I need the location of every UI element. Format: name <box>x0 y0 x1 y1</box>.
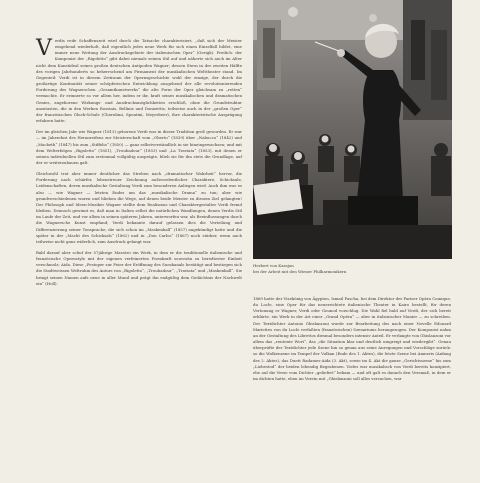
paragraph-3: Gleichwohl trat aber immer deutlicher das Streben nach „dramatischer Wahrheit“ hervor, die Forderung nach schärfer, lebenstreuer Zeichnung außerordentlicher Charaktere, Schicksale, Leidenschaften, deren musikalische Gestaltung Verdi zum besonderen Anliegen wird. Auch ihm war es also — wie Wagner — letzten Endes um das „musikalische Drama“ zu tun; aber wie grundverschiedenen waren und blieben die Wege, auf denen beide Meister zu diesem Ziel gelangten! Der Philosoph und Ideen-Musiker Wagner stellte dem Realismus und Charaktergestalter Verdi fremd bleiben. Dennoch gewinnt es, daß man in Italien selbst die natürlichen Wandlungen, denen Verdis Stil im Laufe der Zeit, und vor allem in seinen späteren Jahren, unterworfen war, als Beeinflussungen durch die Wagnersche Kunst empfand; Verdi bekannte darauf gelassen dies die Verteilung und Differenzierung seiner Tonsprache, die sich schon im „Maskenball“ (1857) angekündigt hatte und die später in der „Macht des Schicksals“ (1862) und in „Don Carlos“ (1867) noch stärker, wenn auch teilweise nicht ganz widerlich, zum Ausdruck gelangt war. <box>36 171 242 244</box>
dropcap-letter: V <box>36 36 52 61</box>
caption-description: bei der Arbeit mit den Wiener Philharmonikern <box>253 268 347 274</box>
right-paragraph-1: 1869 hatte der Vizekönig von Ägypten, Ismail Pascha, bei dem Direktor der Pariser Opéra Comique, du Locle, eine Oper für das neuerrichtete italienische Theater in Kairo bestellt, für deren Vertonung er Wagner, Verdi oder Gounod vorschlug. Die Wahl fiel bald auf Verdi, der sich bereit erklärte, ein Werk in der Art einer „Grand Opéra“ — aber in italienischer Manier — zu schreiben. Der Textdichter Antonio Ghislanzoni wurde zur Bearbeitung des nach einer Novelle Edouard Mariettes von du Locle verfaßten (französischen) Szenariums herangezogen. Der Komponist nahm an der Gestaltung des Librettos diesmal besonders intensiv Anteil. Er verlangte von Ghislanzoni vor allem das „rentente Wort“, das „die Situation klar und deutlich umgreigt und wiedergibt“. Genau überprüfte der Textdichter jede Szene hin so genau aus seine Anregungen und Vorschläge zurück: so die Wolkenzene im Tempel der Vulkan (Ende des 1. Aktes), die letzte Szene bei Amneris (Anfang des 2. Aktes), das Duett Radames-Aida (3. Akt), sowie im 4. Akt die ganze „Gerichtsszene“ bis zum „Liebestod“ der beiden lebendig Begrabenen. Vieles war musikalisch von Verdi bereits konzipiert, ehe auf die Verse vom Dichter „geliefert“ bekam — und oft galt es danach den Versmaß, in dem er im dichten hatte, eben im Verein mit „Ghislanzoni soll alles versuchen, war <box>253 296 451 382</box>
paragraph-2: Der im gleichen Jahr wie Wagner (1813) geborene Verdi war in dieser Tradition groß geworden. Er war — im Jahrzehnt des Heranreifens zur Meisterschaft vom „Oberto“ (1839) über „Nabucco“ (1842) und „Macbeth“ (1847) bis zum „Stiffelio“ (1850) — ganz selbstverständlich in sie hineingewachsen; und mit dem Welterfolgen „Rigoletto“ (1851), „Troubadour“ (1853) und „La Traviata“ (1853), mit denen er seinen individuellen Stil zum erstenmal vollgültig ausprägte, blieb sie für ihn stets die Grundlage, auf der er weiterzubauen galt. <box>36 129 242 165</box>
photo-caption <box>253 263 452 274</box>
left-text-column <box>36 38 242 292</box>
caption-name: Herbert von Karajan <box>253 263 294 268</box>
right-text-column <box>253 296 451 387</box>
photo-illustration <box>253 0 452 259</box>
paragraph-1-text: erdis reife Schaffenszeit wird durch die Tatsache charakterisiert, „daß sich der Meister eingehend wiederholt, daß eigentlich jedes neue Werk für sich einen Einzelfall bildet, eine immer neue Weitung der Ausdrucksgebiete der italienischen Oper“ (Gerigk). Freilich: der Komponist der „Rigoletto“ gibt dabei niemals seinen Stil auf und näherte sich auch im Alter nicht dem Kunstideal seines großen deutschen Antipoden Wagner; dessen Stern in der zweiten Hälfte des vorigen Jahrhunderts so beherrschend am Firmament der musikalischen Welttheater stand. Im Gegenteil: Verdi ist in diesem Zeitraum der Opernsgeschichte wohl der einzige, der durch die großartige Kontinuität seiner schöpferischen Entwicklung ausgehend der alle revolutionierenden Forderung des Wagnerschen „Gesamtkunstwerks“ die alte Form der Oper gleichsam zu „retten“ vermochte. Er erinnerte so vor allem her, indem er ihr, kraft seines musikalischen und dramatischen Genies, angeborene Wirkungs- und Ausdrucksmöglichkeiten erschloß, ohne die Grundstruktur anzutasten, die in den Werken Rossinis, Bellinis und Donizettis, teilweise auch in der „großen Oper“ der französischen Gluck-Schule (Cherubini, Spontini, Meyerbeer), ihre charakteristische Ausprägung erfahren hatte. <box>36 38 242 124</box>
paragraph-1 <box>36 38 242 124</box>
paragraph-4: Bald darauf aber schuf der 57jährige Maestro ein Werk, in dem er die traditionelle italienische und französische Opernstyle mit der eigenen verfeinerten Formkraft souverän zu beredtester Einheit verschmolz: Aida. Diese „Festoper zur Feier der Eröffnung des Suezkanals bestätigt und bestiegen sich die Stadtweissen Weltruhm des Autors von „Rigoletto“, „Troubadour“, „Traviata“ und „Maskenball“. Sie bringt seinen Namen aufs neue in aller Mund und prägt ihn endgültig dem Gedächtnis der Nachwelt ein“ (Holl). <box>36 250 242 286</box>
conductor-photo <box>253 0 452 259</box>
